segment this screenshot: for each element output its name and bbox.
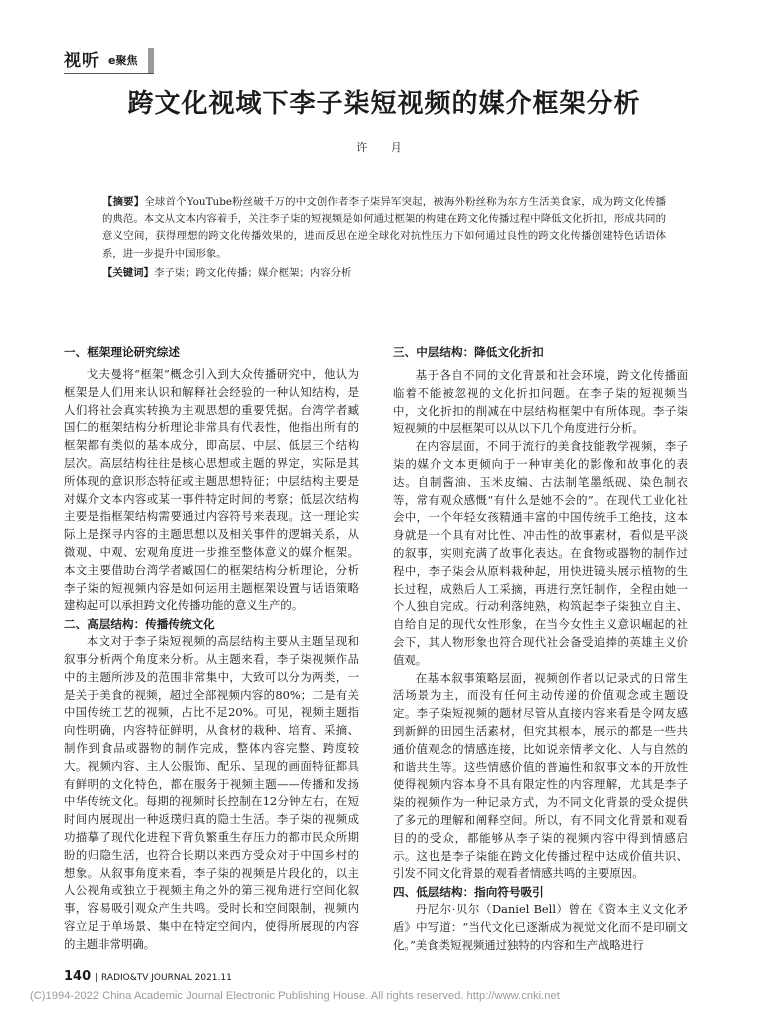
header-rule — [64, 73, 154, 74]
section-3-paragraph-2: 在内容层面，不同于流行的美食技能教学视频，李子柒的媒介文本更倾向于一种审美化的影像和故事化的表达。自制酱油、玉米皮编、古法制笔墨纸砚、染色制衣等，常有观众感慨“有什么是她不会的”。在现代工业化社会中，一个年轻女孩精通丰富的中国传统手工绝技，这本身就是一个具有对比性、冲击性的故事素材，看似是平淡的叙事，实则充满了故事化表达。在食物或器物的制作过程中，李子柒会从原料栽种起，用快进镜头展示植物的生长过程，成熟后人工采摘，再进行烹饪制作，全程由她一个人独自完成。行动利落纯熟，构筑起李子柒独立自主、自给自足的现代女性形象，在当今女性主义意识崛起的社会下，其人物形象也符合现代社会备受追捧的英雄主义价值观。 — [393, 439, 688, 667]
section-heading-3: 三、中层结构：降低文化折扣 — [393, 345, 544, 359]
abstract-label: 【摘要】 — [102, 196, 145, 208]
author: 许 月 — [356, 141, 412, 154]
right-column — [393, 343, 688, 955]
section-3-paragraph-1: 基于各自不同的文化背景和社会环境，跨文化传播面临着不能被忽视的文化折扣问题。在李子柒的短视频当中，文化折扣的削减在中层结构框架中有所体现。李子柒短视频的中层框架可以从以下几个角度进行分析。 — [393, 368, 688, 436]
section-1-paragraph-1: 戈夫曼将“框架”概念引入到大众传播研究中，他认为框架是人们用来认识和解释社会经验的一种认知结构，是人们将社会真实转换为主观思想的重要凭据。台湾学者臧国仁的框架结构分析理论非常具有代表性，他指出所有的框架都有类似的基本成分，即高层、中层、低层三个结构层次。高层结构往往是核心思想或主题的界定，实际是其所体现的意识形态特征或主题思想特征；中层结构主要是对媒介文本内容或某一事件特定时间的考察；低层次结构主要是指框架结构需要通过内容符号来表现。这一理论实际上是探寻内容的主题思想以及相关事件的逻辑关系，从微观、中观、宏观角度进一步推至整体意义的媒介框架。本文主要借助台湾学者臧国仁的框架结构分析理论，分析李子柒的短视频内容是如何运用主题框架设置与话语策略建构起可以承担跨文化传播功能的意义生产的。 — [64, 367, 359, 613]
section-heading-1: 一、框架理论研究综述 — [64, 345, 180, 359]
section-heading-4: 四、低层结构：指向符号吸引 — [393, 885, 544, 900]
column-name: 视听 — [64, 51, 100, 71]
section-heading-2: 二、高层结构：传播传统文化 — [64, 617, 215, 632]
page-number: 140 — [64, 969, 92, 984]
keywords — [102, 265, 666, 282]
keywords-label: 【关键词】 — [102, 267, 154, 279]
header-bar — [148, 48, 154, 74]
copyright-watermark: (C)1994-2022 China Academic Journal Electronic Publishing House. All rights reserved. http://www.cnki.net — [30, 990, 560, 1002]
journal-info: | RADIO&TV JOURNAL 2021.11 — [95, 973, 232, 983]
section-4-paragraph-1: 丹尼尔·贝尔（Daniel Bell）曾在《资本主义文化矛盾》中写道：“当代文化已逐渐成为视觉文化而不是印刷文化。”美食类短视频通过独特的内容和生产战略进行 — [393, 902, 688, 952]
section-3-paragraph-3: 在基本叙事策略层面，视频创作者以记录式的日常生活场景为主，而没有任何主动传递的价值观念或主题设定。李子柒短视频的题材尽管从直接内容来看是令网友感到新鲜的田园生活素材，但究其根本，展示的都是一些共通价值观念的情感连接，比如说亲情孝文化、人与自然的和谐共生等。这些情感价值的普遍性和叙事文本的开放性使得视频内容本身不具有限定性的内容理解，尤其是李子柒的视频作为一种记录方式，为不同文化背景的受众提供了多元的理解和阐释空间。所以，有不同文化背景和观看目的的受众，都能够从李子柒的视频内容中得到情感启示。这也是李子柒能在跨文化传播过程中达成价值共识、引发不同文化背景的观看者情感共鸣的主要原因。 — [393, 670, 688, 881]
article-title: 跨文化视域下李子柒短视频的媒介框架分析 — [127, 89, 641, 119]
abstract-text: 全球首个YouTube粉丝破千万的中文创作者李子柒异军突起，被海外粉丝称为东方生活美食家，成为跨文化传播的典范。本文从文本内容着手，关注李子柒的短视频是如何通过框架的构建在跨文化传播过程中降低文化折扣，形成共同的意义空间，获得理想的跨文化传播效果的，进而反思在逆全球化对抗性压力下如何通过良性的跨文化传播创建特色话语体系，进一步提升中国形象。 — [102, 196, 666, 260]
section-2-paragraph-1: 本文对于李子柒短视频的高层结构主要从主题呈现和叙事分析两个角度来分析。从主题来看，李子柒视频作品中的主题所涉及的范围非常集中，大致可以分为两类，一是关于美食的视频，超过全部视频内容的80%；二是有关中国传统工艺的视频，占比不足20%。可见，视频主题指向性明确，内容特征鲜明，从食材的栽种、培育、采摘、制作到食品或器物的制作完成，整体内容完整、跨度较大。视频内容、主人公服饰、配乐、呈现的画面特征都具有鲜明的文化特色，都在服务于视频主题——传播和发扬中华传统文化。每期的视频时长控制在12分钟左右，在短时间内展现出一种返璞归真的隐士生活。李子柒的视频成功描摹了现代化进程下背负繁重生存压力的都市民众所期盼的归隐生活，也符合长期以来西方受众对于中国乡村的想象。从叙事角度来看，李子柒的视频是片段化的，以主人公视角或独立于视频主角之外的第三视角进行空间化叙事，容易吸引观众产生共鸣。受时长和空间限制，视频内容立足于单场景、集中在特定空间内，使得所展现的内容的主题非常明确。 — [64, 634, 359, 951]
keywords-text: 李子柒；跨文化传播；媒介框架；内容分析 — [153, 267, 352, 279]
column-tag: e聚焦 — [108, 54, 138, 67]
left-column — [64, 343, 359, 954]
abstract — [102, 194, 666, 263]
column-header — [64, 50, 324, 74]
page-footer — [64, 968, 232, 986]
